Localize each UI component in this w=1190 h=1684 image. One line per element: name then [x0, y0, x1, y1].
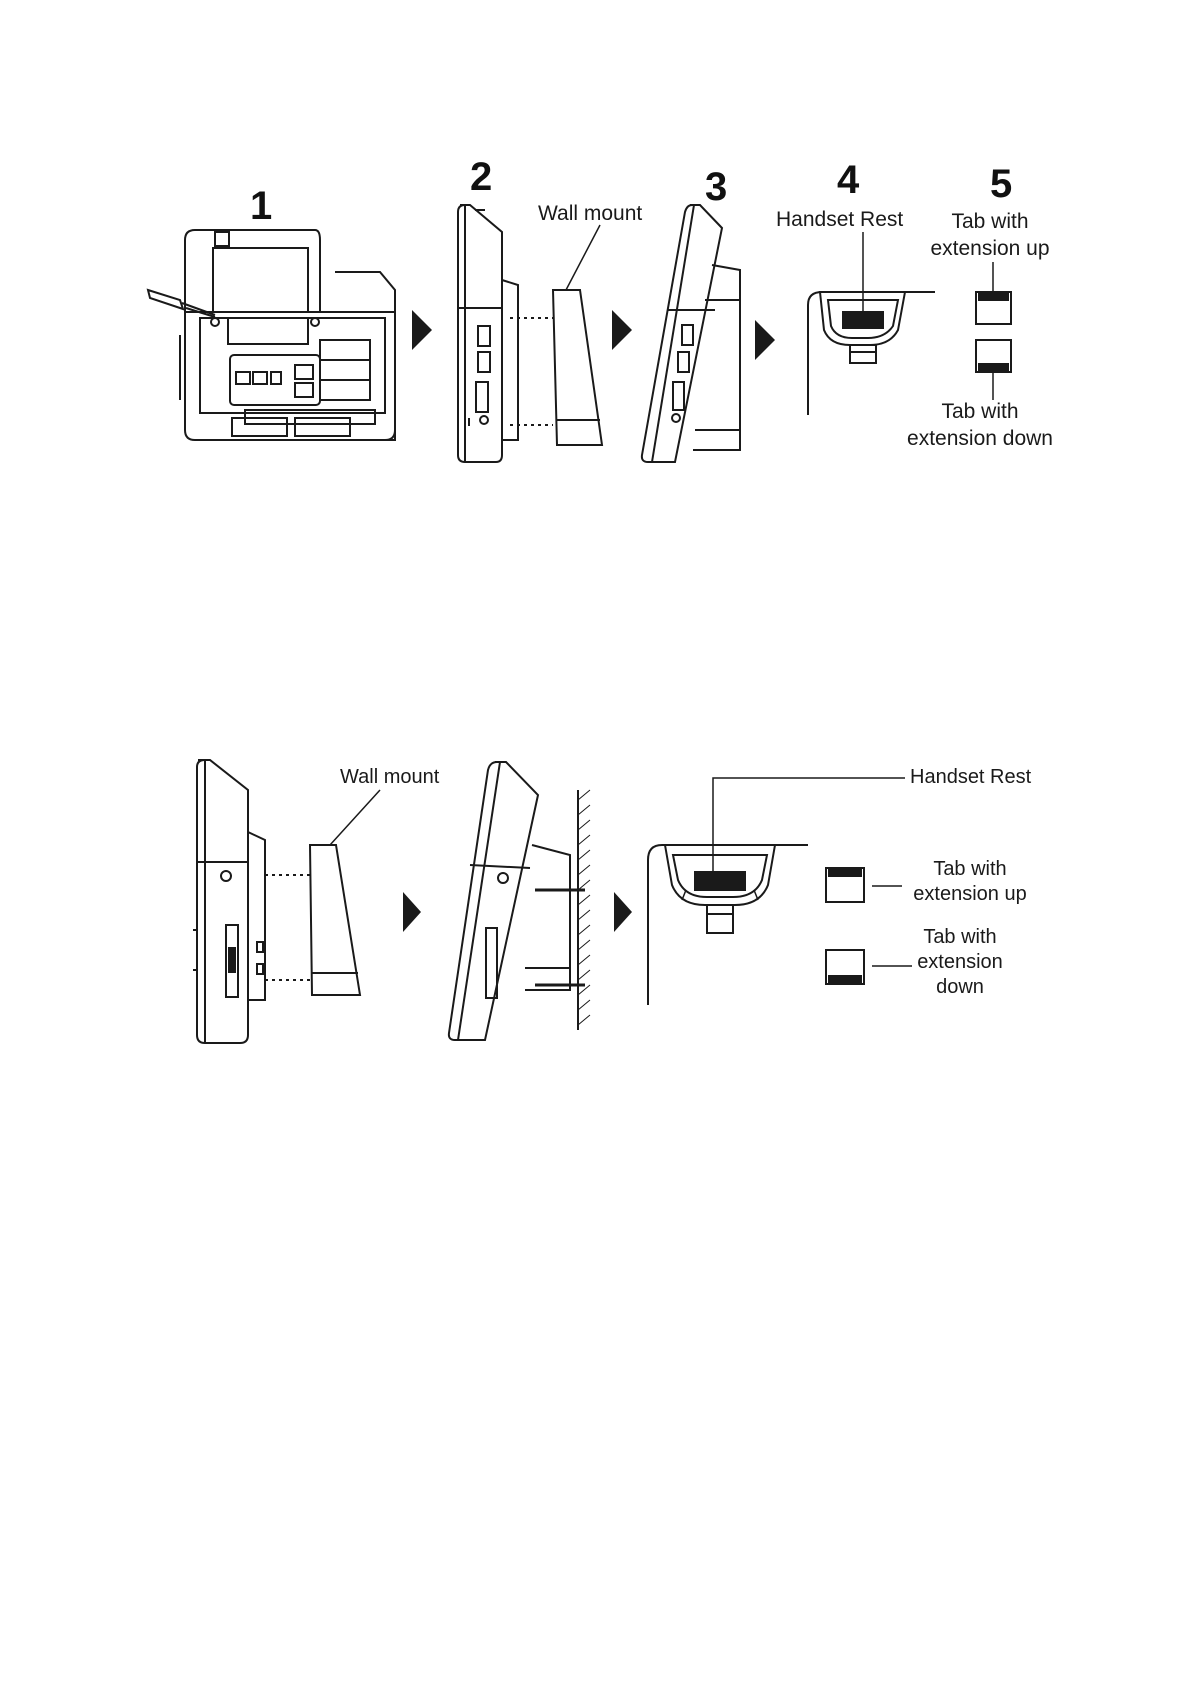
- label-handset-rest-fig2: Handset Rest: [910, 766, 1032, 788]
- wall-mount-bracket-fig2: [265, 790, 380, 995]
- tab-extension-up-icon-fig2: [826, 868, 902, 902]
- step-number-5: 5: [990, 162, 1013, 206]
- phone-side-view-fig2: [193, 760, 265, 1043]
- arrow-fig2-b: [614, 892, 632, 932]
- label-handset-rest-fig1: Handset Rest: [776, 208, 904, 231]
- label-wall-mount-fig2: Wall mount: [340, 766, 440, 788]
- arrow-fig2-a: [403, 892, 421, 932]
- step-number-4: 4: [837, 158, 860, 202]
- label-tab-down-fig1: Tab with extension down: [907, 400, 1053, 450]
- label-tab-up-fig1: Tab with extension up: [930, 210, 1050, 260]
- step-number-2: 2: [470, 155, 493, 199]
- step-number-1: 1: [250, 184, 273, 228]
- phone-mounted-on-wall-fig2: [449, 762, 590, 1040]
- label-tab-up-fig2: Tab with extension up: [913, 858, 1027, 905]
- label-tab-down-fig2: Tab with extension down: [917, 926, 1003, 998]
- label-wall-mount-fig1: Wall mount: [538, 202, 643, 225]
- handset-rest-detail-fig2: [648, 778, 905, 1005]
- step-number-3: 3: [705, 165, 728, 209]
